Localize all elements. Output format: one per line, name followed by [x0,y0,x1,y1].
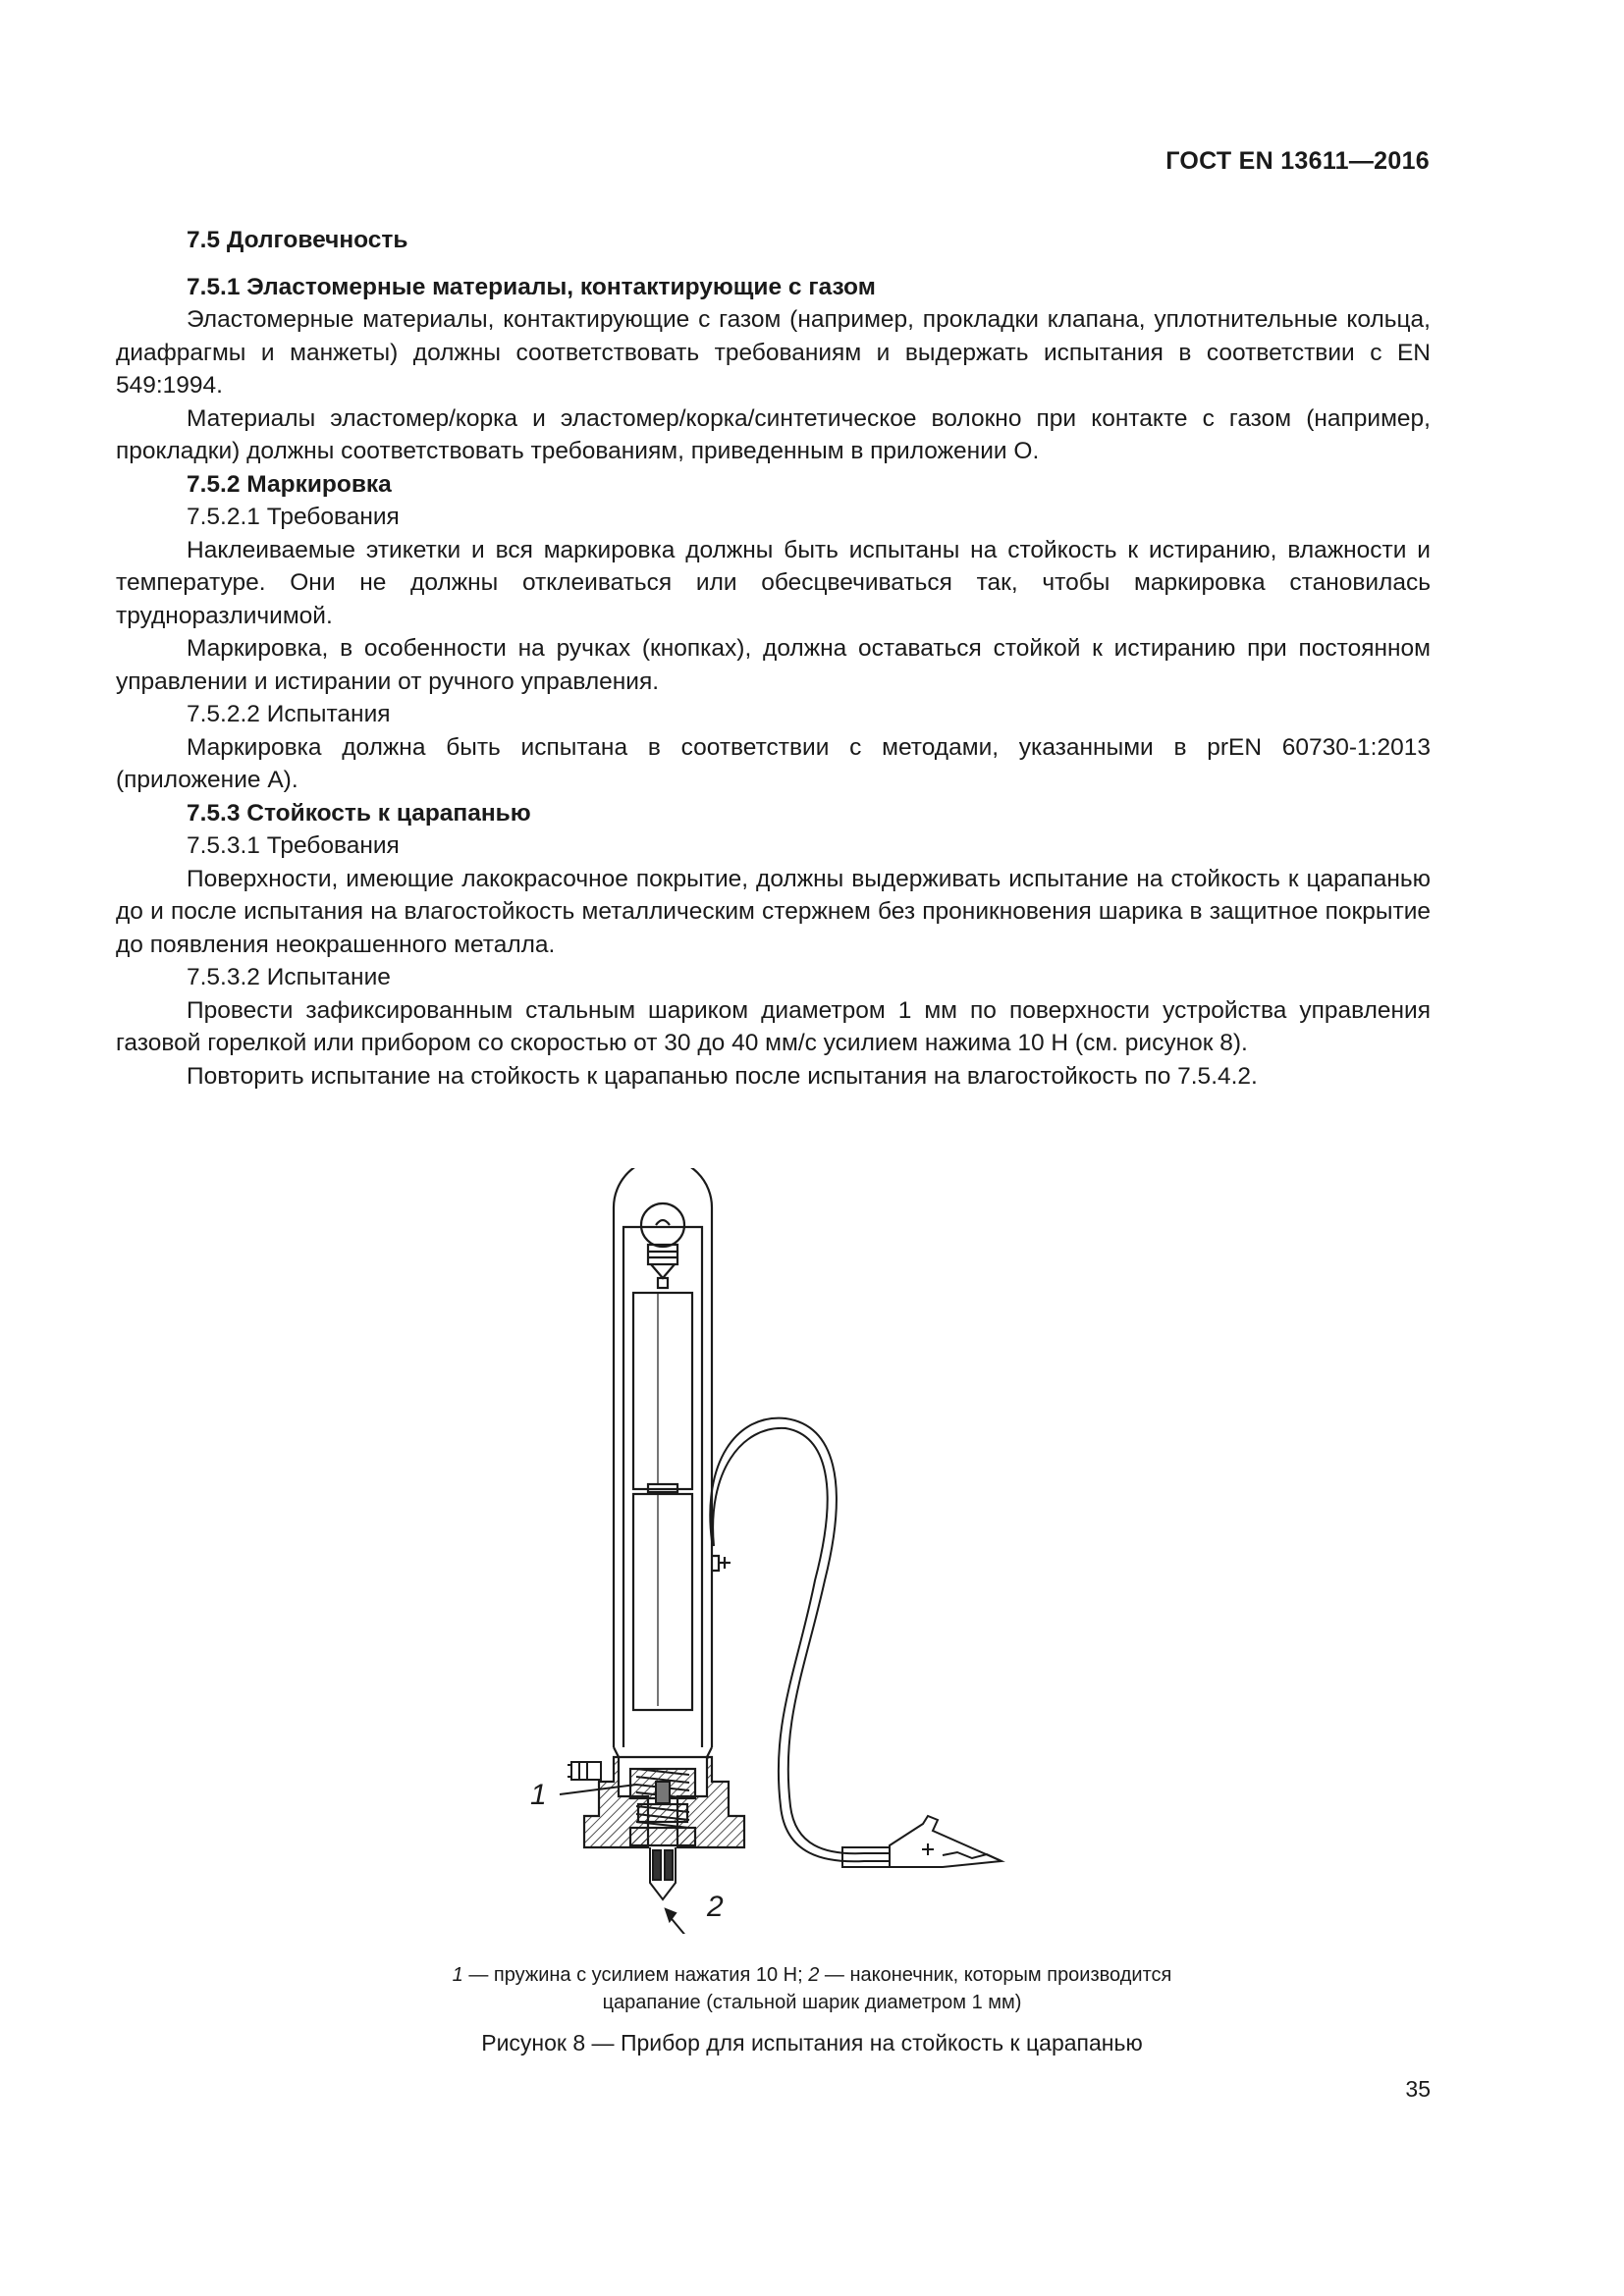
page-number: 35 [1405,2076,1431,2102]
tube-outer [614,1168,712,1747]
lamp-bulb [641,1203,684,1247]
battery-lower [633,1494,692,1710]
subheading-7-5-2-1: 7.5.2.1 Требования [187,504,400,530]
heading-7-5-2: 7.5.2 Маркировка [187,470,392,498]
paragraph: Поверхности, имеющие лакокрасочное покрытие, должны выдерживать испытание на стойкость к царапанью до и после испытания на влагостойкость металлическим стержнем без проникновения шарика в защитное покрытие до появления неокрашенного металла. [116,865,1431,958]
paragraph: Повторить испытание на стойкость к царапанью после испытания на влагостойкость по 7.5.4.2. [187,1062,1258,1090]
legend-line-2: царапание (стальной шарик диаметром 1 мм) [602,1992,1022,2013]
figure-label-2: 2 [707,1891,724,1923]
subheading-7-5-3-2: 7.5.3.2 Испытание [187,964,391,990]
paragraph: Эластомерные материалы, контактирующие с газом (например, прокладки клапана, уплотнительные кольца, диафрагмы и манжеты) должны соответствовать требованиям и выдержать испытания в соответствии с EN 549:1994. [116,306,1431,399]
clip-sleeve [842,1847,890,1867]
document-code: ГОСТ EN 13611—2016 [1165,147,1430,175]
heading-7-5-3: 7.5.3 Стойкость к царапанью [187,799,531,827]
figure-legend [321,1961,1303,2016]
cable [710,1418,889,1854]
heading-7-5: 7.5 Долговечность [187,227,408,253]
body-text [116,224,1431,1093]
figure-8-scratch-tester [511,1168,1041,1934]
paragraph: Материалы эластомер/корка и эластомер/корка/синтетическое волокно при контакте с газом (например, прокладки) должны соответствовать требованиям, приведенным в приложении О. [116,404,1431,464]
paragraph: Провести зафиксированным стальным шариком диаметром 1 мм по поверхности устройства управления газовой горелкой или прибором со скоростью от 30 до 40 мм/с усилием нажима 10 Н (см. рисунок 8). [116,996,1431,1056]
subheading-7-5-3-1: 7.5.3.1 Требования [187,832,400,859]
heading-7-5-1: 7.5.1 Эластомерные материалы, контактирующие с газом [187,273,876,300]
legend-line-1: 1 — пружина с усилием нажатия 10 Н; 2 — наконечник, которым производится [452,1964,1172,1986]
paragraph: Наклеиваемые этикетки и вся маркировка должны быть испытаны на стойкость к истиранию, влажности и температуре. Они не должны отклеиваться или обесцвечиваться так, чтобы маркировка становилась трудноразличимой. [116,536,1431,629]
crocodile-clip [890,1816,1001,1867]
figure-caption: Рисунок 8 — Прибор для испытания на стойкость к царапанью [481,2030,1143,2056]
battery-upper [633,1293,692,1489]
scratch-tester-drawing [511,1168,1041,1934]
subheading-7-5-2-2: 7.5.2.2 Испытания [187,701,391,727]
figure-label-1: 1 [530,1779,547,1811]
paragraph: Маркировка, в особенности на ручках (кнопках), должна оставаться стойкой к истиранию при постоянном управлении и истирании от ручного управления. [116,635,1431,695]
paragraph: Маркировка должна быть испытана в соответствии с методами, указанными в prEN 60730-1:2013 (приложение А). [116,733,1431,793]
